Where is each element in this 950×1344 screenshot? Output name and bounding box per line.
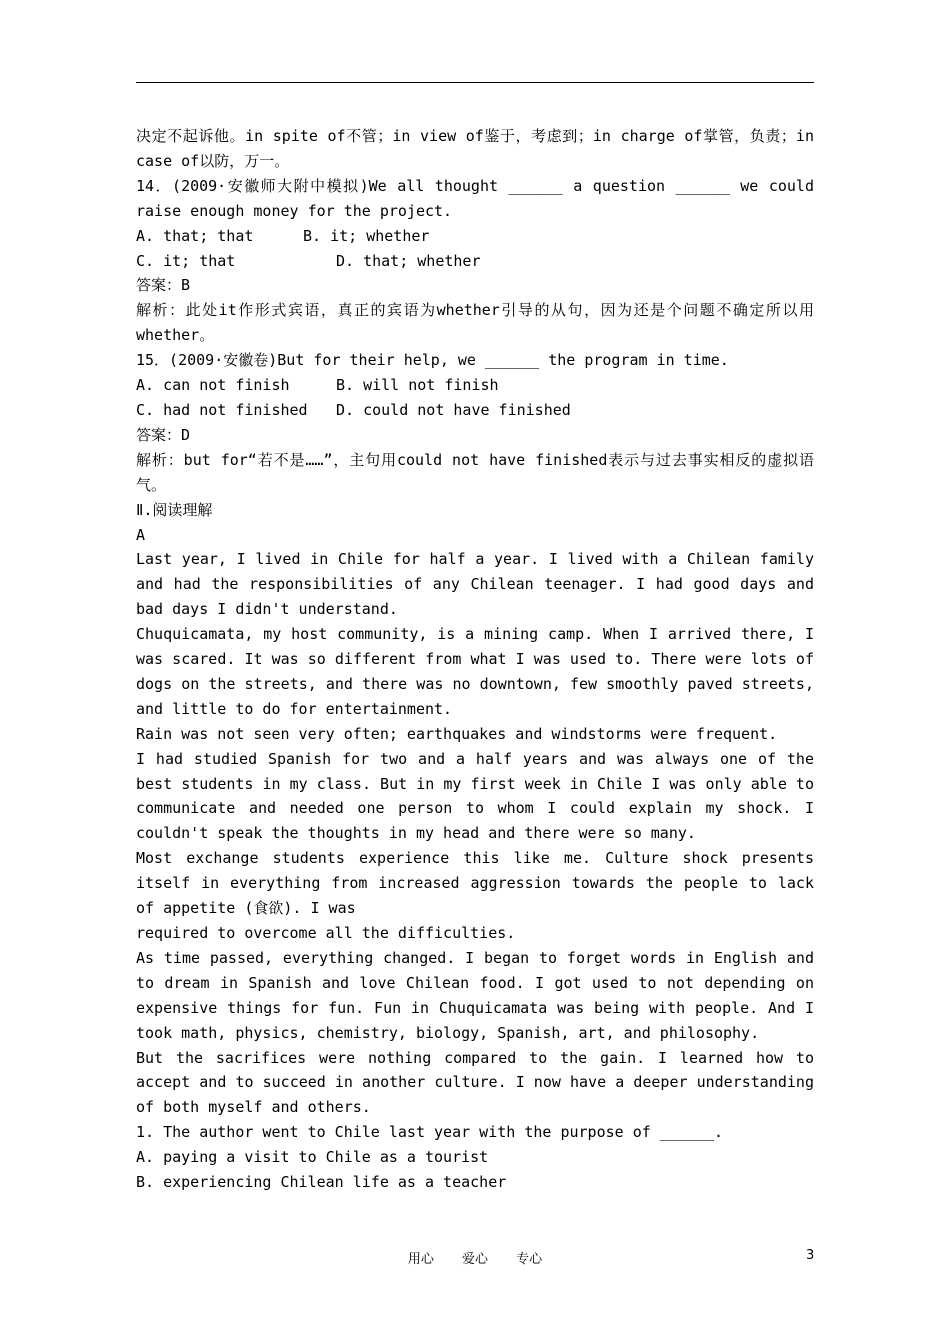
reading-question-1: 1. The author went to Chile last year with the purpose of ______. bbox=[136, 1123, 723, 1142]
passage-paragraph: I had studied Spanish for two and a half years and was always one of the best students in my class. But in my first week in Chile I was only able to communicate and needed one person to whom I could explain my shock. I couldn't speak the thoughts in my head and there were so many. bbox=[136, 749, 814, 843]
option-c: C. had not finished bbox=[136, 400, 308, 419]
question-14: 14．(2009·安徽师大附中模拟)We all thought ______ a question ______ we could raise enough money for the project. bbox=[136, 176, 814, 220]
option-a: A. can not finish bbox=[136, 376, 290, 395]
question-15-options-row-1 bbox=[136, 373, 814, 398]
explanation-continued: 决定不起诉他。in spite of不管；in view of鉴于，考虑到；in charge of掌管，负责；in case of以防，万一。 bbox=[136, 127, 814, 170]
option-a: A. paying a visit to Chile as a tourist bbox=[136, 1148, 489, 1167]
option-b: B. it; whether bbox=[303, 226, 430, 245]
question-15: 15．(2009·安徽卷)But for their help, we ______ the program in time. bbox=[136, 351, 729, 370]
option-b: B. experiencing Chilean life as a teacher bbox=[136, 1173, 507, 1192]
footer-text: 用心 bbox=[407, 1252, 434, 1267]
page-content bbox=[136, 124, 814, 1195]
option-d: D. that; whether bbox=[336, 251, 481, 270]
question-15-options-row-2 bbox=[136, 398, 814, 423]
passage-paragraph: required to overcome all the difficulties. bbox=[136, 924, 516, 942]
section-heading: Ⅱ.阅读理解 bbox=[136, 500, 213, 519]
option-b: B. will not finish bbox=[336, 376, 499, 395]
question-14-options-row-1 bbox=[136, 224, 814, 249]
passage-paragraph: Rain was not seen very often; earthquakes and windstorms were frequent. bbox=[136, 724, 778, 743]
option-d: D. could not have finished bbox=[336, 400, 571, 419]
footer-text: 专心 bbox=[516, 1252, 543, 1267]
option-a: A. that; that bbox=[136, 226, 254, 245]
option-c: C. it; that bbox=[136, 251, 236, 270]
header-rule bbox=[136, 82, 814, 83]
page-number: 3 bbox=[806, 1248, 815, 1263]
footer-text: 爱心 bbox=[461, 1252, 488, 1267]
passage-paragraph: But the sacrifices were nothing compared to the gain. I learned how to accept and to succeed in another culture. I now have a deeper understanding of both myself and others. bbox=[136, 1048, 814, 1117]
passage-paragraph: Chuquicamata, my host community, is a mining camp. When I arrived there, I was scared. It was so different from what I was used to. There were lots of dogs on the streets, and there was no downtown, few smoothly paved streets, and little to do for entertainment. bbox=[136, 625, 814, 718]
explanation-15: 解析：but for“若不是……”，主句用could not have finished表示与过去事实相反的虚拟语气。 bbox=[136, 450, 814, 494]
passage-paragraph: As time passed, everything changed. I began to forget words in English and to dream in Spanish and love Chilean food. I got used to not depending on expensive things for fun. Fun in Chuquicamata was being with people. And I took math, physics, chemistry, biology, Spanish, art, and philosophy. bbox=[136, 948, 814, 1042]
passage-paragraph: Last year, I lived in Chile for half a year. I lived with a Chilean family and had the responsibilities of any Chilean teenager. I had good days and bad days I didn't understand. bbox=[136, 550, 814, 619]
answer-15: 答案：D bbox=[136, 425, 191, 444]
question-14-options-row-2 bbox=[136, 249, 814, 274]
explanation-14: 解析：此处it作形式宾语，真正的宾语为whether引导的从句，因为还是个问题不确定所以用whether。 bbox=[136, 301, 814, 345]
passage-paragraph: Most exchange students experience this like me. Culture shock presents itself in everything from increased aggression towards the people to lack of appetite (食欲). I was bbox=[136, 849, 814, 918]
passage-label: A bbox=[136, 525, 146, 544]
answer-14: 答案：B bbox=[136, 276, 191, 295]
